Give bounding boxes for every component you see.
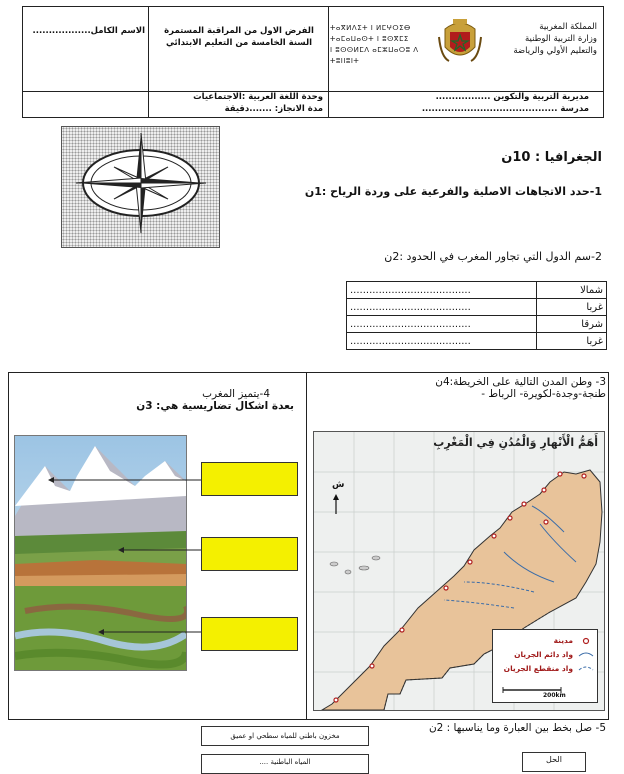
landscape-arrows — [14, 460, 204, 640]
exam-header — [22, 6, 604, 118]
ministry-line-1: المملكة المغربية — [539, 22, 597, 32]
map-title: أَهَمُّ الْأَنْهارِ وَالْمُدُنِ فِي الْمَغْرِبِ — [433, 436, 598, 449]
table-row — [347, 299, 607, 316]
q5-answer[interactable]: الحل — [522, 752, 586, 772]
table-row — [347, 282, 607, 299]
relief-answer-box-1[interactable] — [201, 462, 298, 496]
duration-label: مدة الانجاز: .......دقيقة — [224, 104, 323, 114]
exam-title-block — [151, 25, 327, 49]
school-field[interactable]: مدرسة .......................................... — [421, 104, 589, 114]
morocco-map — [313, 431, 605, 711]
question-3-title: 3- وطن المدن التالية على الخريطة:4ن — [435, 376, 606, 388]
question-3-cities: طنجة-وجدة-لكويرة- الرباط - — [481, 388, 606, 400]
tifinagh-line-2: ⵜⴰⵎⴰⵡⴰⵙⵜ ⵏ ⵓⵙⴳⵎⵉ — [330, 35, 409, 43]
map-scale: 200km — [543, 692, 566, 699]
exam-title: الفرض الاول من المراقبة المستمرة — [164, 26, 314, 36]
legend-perennial-river: واد دائم الجريان — [514, 650, 573, 659]
ministry-line-3: والتعليم الأولي والرياضة — [513, 46, 597, 56]
border-label: غربا — [537, 299, 607, 316]
question-2: 2-سم الدول التي تجاور المغرب في الحدود :2ن — [384, 250, 602, 263]
question-4-subtitle: بعدة اشكال تضاريسية هي: 3ن — [136, 400, 294, 412]
directorate-field[interactable]: مديرية التربية والتكوين ................. — [435, 92, 589, 102]
relief-answer-box-2[interactable] — [201, 537, 298, 571]
question-4 — [12, 388, 300, 412]
compass-rose-box — [61, 126, 220, 248]
border-answer[interactable]: ...................................... — [347, 282, 537, 299]
map-north-label: ش — [332, 480, 345, 490]
legend-labels — [493, 634, 573, 676]
legend-city: مدينة — [553, 636, 573, 645]
compass-rose-icon — [62, 127, 219, 247]
border-label: شمالا — [537, 282, 607, 299]
border-answer[interactable]: ...................................... — [347, 316, 537, 333]
relief-answer-box-3[interactable] — [201, 617, 298, 651]
q5-statement[interactable]: مخزون باطني للمياه سطحي او عميق — [201, 726, 369, 746]
moroccan-emblem — [437, 17, 483, 67]
student-name-field[interactable]: الاسم الكامل.................. — [32, 26, 145, 36]
table-row — [347, 316, 607, 333]
question-1: 1-حدد الاتجاهات الاصلية والفرعية على وردة الرياح :1ن — [304, 185, 602, 198]
map-legend — [492, 629, 598, 703]
border-label: شرقا — [537, 316, 607, 333]
question-4-title: 4-يتميز المغرب — [202, 388, 270, 400]
school-info — [339, 91, 589, 115]
borders-table — [346, 281, 607, 350]
border-answer[interactable]: ...................................... — [347, 299, 537, 316]
exam-level: السنة الخامسة من التعليم الابتدائي — [165, 38, 313, 48]
tifinagh-line-3: ⵏ ⵓⵙⵙⵍⵎⴷ ⴰⵎⵣⵡⴰⵔⵓ ⴷ ⵜⵓⵏⵏⵓⵏⵜ — [330, 46, 419, 65]
ministry-text — [482, 21, 597, 57]
table-row — [347, 333, 607, 350]
unit-info — [103, 91, 323, 115]
q5-cut-statement[interactable]: المياه الباطنية .... — [201, 754, 369, 774]
section-title: الجغرافيا : 10ن — [501, 150, 602, 165]
tifinagh-line-1: ⵜⴰⴳⵍⴷⵉⵜ ⵏ ⵍⵎⵖⵔⵉⴱ — [330, 24, 411, 32]
border-answer[interactable]: ...................................... — [347, 333, 537, 350]
legend-seasonal-river: واد منقطع الجريان — [503, 664, 573, 673]
unit-label: وحدة اللغة العربية :الاجتماعيات — [193, 92, 323, 102]
ministry-line-2: وزارة التربية الوطنية — [524, 34, 597, 44]
question-5: 5- صل بخط بين العبارة وما يناسبها : 2ن — [428, 722, 606, 734]
border-label: غربا — [537, 333, 607, 350]
tifinagh-text — [330, 23, 438, 67]
question-3 — [321, 376, 606, 400]
